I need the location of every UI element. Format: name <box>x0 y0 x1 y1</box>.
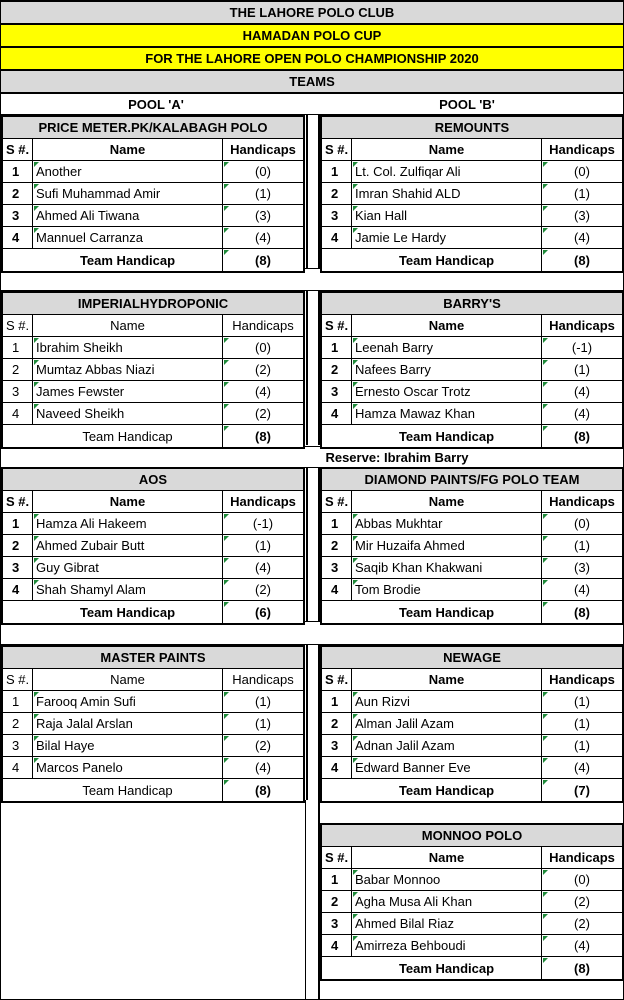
player-row <box>3 337 303 359</box>
name-header: Name <box>33 491 223 512</box>
player-name: Leenah Barry <box>355 340 434 355</box>
player-name: Ernesto Oscar Trotz <box>355 384 471 399</box>
player-handicap: (2) <box>574 894 590 909</box>
player-handicap: (3) <box>574 560 590 575</box>
player-name: Edward Banner Eve <box>355 760 471 775</box>
teams-title-banner <box>0 70 624 93</box>
handicaps-header: Handicaps <box>232 318 294 333</box>
player-handicap: (4) <box>574 230 590 245</box>
player-name: Mannuel Carranza <box>36 230 143 245</box>
player-handicap: (1) <box>574 362 590 377</box>
player-sno: 3 <box>322 557 352 578</box>
handicaps-header: Handicaps <box>549 142 615 157</box>
handicaps-header: Handicaps <box>230 494 296 509</box>
player-row <box>3 757 303 779</box>
player-row <box>322 891 622 913</box>
team-total-row <box>322 249 622 271</box>
player-handicap: (1) <box>574 694 590 709</box>
player-name: Mir Huzaifa Ahmed <box>355 538 465 553</box>
player-handicap: (4) <box>574 582 590 597</box>
column-header-row <box>3 491 303 513</box>
player-handicap: (2) <box>255 582 271 597</box>
team-name: DIAMOND PAINTS/FG POLO TEAM <box>322 469 622 491</box>
team-total-row <box>322 779 622 801</box>
player-row <box>322 535 622 557</box>
player-name: Saqib Khan Khakwani <box>355 560 483 575</box>
handicaps-header: Handicaps <box>230 142 296 157</box>
player-name: Ahmed Ali Tiwana <box>36 208 140 223</box>
player-sno: 2 <box>322 891 352 912</box>
player-sno: 3 <box>322 205 352 226</box>
player-handicap: (0) <box>574 164 590 179</box>
player-name: Marcos Panelo <box>36 760 123 775</box>
team-name: MASTER PAINTS <box>3 647 303 669</box>
player-row <box>322 359 622 381</box>
column-header-row <box>322 315 622 337</box>
team-total-label: Team Handicap <box>33 425 223 447</box>
player-name: Ahmed Bilal Riaz <box>355 916 454 931</box>
player-sno: 1 <box>3 337 33 358</box>
player-sno: 4 <box>322 227 352 248</box>
player-sno: 1 <box>3 513 33 534</box>
player-sno: 3 <box>322 913 352 934</box>
player-row <box>322 557 622 579</box>
player-row <box>3 513 303 535</box>
player-handicap: (4) <box>574 406 590 421</box>
player-row <box>322 513 622 535</box>
player-name: Naveed Sheikh <box>36 406 125 421</box>
handicaps-header: Handicaps <box>549 850 615 865</box>
handicaps-header: Handicaps <box>549 318 615 333</box>
player-row <box>322 381 622 403</box>
player-name: Hamza Ali Hakeem <box>36 516 147 531</box>
player-row <box>3 691 303 713</box>
player-sno: 1 <box>3 691 33 712</box>
player-sno: 4 <box>3 579 33 600</box>
player-row <box>322 227 622 249</box>
player-sno: 1 <box>322 161 352 182</box>
player-handicap: (1) <box>255 694 271 709</box>
player-handicap: (4) <box>574 938 590 953</box>
player-handicap: (0) <box>574 872 590 887</box>
player-sno: 2 <box>322 183 352 204</box>
column-header-row <box>322 669 622 691</box>
team-total-label: Team Handicap <box>352 601 542 623</box>
player-name: Raja Jalal Arslan <box>36 716 133 731</box>
sno-header: S #. <box>322 669 352 690</box>
player-handicap: (4) <box>255 384 271 399</box>
team-total-row <box>322 425 622 447</box>
player-name: Sufi Muhammad Amir <box>36 186 161 201</box>
player-sno: 3 <box>322 381 352 402</box>
player-sno: 4 <box>3 403 33 424</box>
team-total-label: Team Handicap <box>33 601 223 623</box>
player-handicap: (2) <box>255 362 271 377</box>
handicaps-header: Handicaps <box>232 672 294 687</box>
player-name: Another <box>36 164 82 179</box>
championship-title: FOR THE LAHORE OPEN POLO CHAMPIONSHIP 2020 <box>145 51 479 66</box>
column-header-row <box>3 139 303 161</box>
sno-header: S #. <box>3 491 33 512</box>
team-name: IMPERIALHYDROPONIC <box>3 293 303 315</box>
team-total-row <box>3 601 303 623</box>
player-sno: 4 <box>3 227 33 248</box>
player-sno: 3 <box>3 381 33 402</box>
team-total-row <box>322 601 622 623</box>
player-sno: 4 <box>322 403 352 424</box>
sno-header: S #. <box>3 315 33 336</box>
sno-header: S #. <box>3 669 33 690</box>
sno-header: S #. <box>3 139 33 160</box>
team-name: PRICE METER.PK/KALABAGH POLO <box>3 117 303 139</box>
player-sno: 3 <box>322 735 352 756</box>
player-row <box>322 403 622 425</box>
player-handicap: (2) <box>255 738 271 753</box>
player-name: Bilal Haye <box>36 738 95 753</box>
player-sno: 4 <box>3 757 33 778</box>
player-name: Nafees Barry <box>355 362 431 377</box>
pool-headings-row <box>0 93 624 115</box>
player-sno: 4 <box>322 757 352 778</box>
teams-title: TEAMS <box>289 74 335 89</box>
player-name: Kian Hall <box>355 208 408 223</box>
team-total-value: (7) <box>574 782 590 798</box>
player-sno: 2 <box>3 535 33 556</box>
handicaps-header: Handicaps <box>549 672 615 687</box>
name-header: Name <box>352 491 542 512</box>
team-name: MONNOO POLO <box>322 825 622 847</box>
player-handicap: (2) <box>255 406 271 421</box>
player-handicap: (4) <box>574 384 590 399</box>
player-handicap: (1) <box>255 186 271 201</box>
player-sno: 2 <box>322 359 352 380</box>
player-handicap: (-1) <box>252 516 274 531</box>
player-row <box>3 735 303 757</box>
team-total-row <box>3 779 303 801</box>
empty-area <box>0 800 306 1000</box>
player-handicap: (4) <box>255 560 271 575</box>
player-name: Shah Shamyl Alam <box>36 582 146 597</box>
player-handicap: (1) <box>574 716 590 731</box>
player-row <box>3 579 303 601</box>
player-handicap: (4) <box>255 760 271 775</box>
team-total-row <box>322 957 622 979</box>
player-sno: 3 <box>3 205 33 226</box>
player-sno: 2 <box>3 713 33 734</box>
player-sno: 2 <box>322 713 352 734</box>
column-header-row <box>3 315 303 337</box>
team-total-value: (6) <box>255 604 271 620</box>
team-table <box>320 645 624 803</box>
player-row <box>3 183 303 205</box>
player-handicap: (3) <box>255 208 271 223</box>
player-row <box>3 227 303 249</box>
player-row <box>3 535 303 557</box>
team-total-value: (8) <box>574 960 590 976</box>
player-name: James Fewster <box>36 384 125 399</box>
player-row <box>322 935 622 957</box>
player-row <box>3 161 303 183</box>
name-header: Name <box>33 315 223 336</box>
player-sno: 2 <box>3 183 33 204</box>
player-row <box>322 757 622 779</box>
player-name: Farooq Amin Sufi <box>36 694 136 709</box>
sno-header: S #. <box>322 315 352 336</box>
player-sno: 1 <box>322 513 352 534</box>
team-total-label: Team Handicap <box>33 779 223 801</box>
sno-header: S #. <box>322 847 352 868</box>
team-table <box>1 115 305 273</box>
name-header: Name <box>33 139 223 160</box>
player-row <box>322 735 622 757</box>
player-name: Abbas Mukhtar <box>355 516 443 531</box>
cup-title-banner <box>0 24 624 47</box>
player-sno: 1 <box>322 869 352 890</box>
club-title: THE LAHORE POLO CLUB <box>229 5 395 20</box>
team-table <box>1 467 305 625</box>
club-title-banner <box>0 1 624 24</box>
player-row <box>3 713 303 735</box>
team-total-value: (8) <box>574 604 590 620</box>
name-header: Name <box>352 315 542 336</box>
player-name: Ahmed Zubair Butt <box>36 538 145 553</box>
player-name: Imran Shahid ALD <box>355 186 461 201</box>
team-total-label: Team Handicap <box>352 779 542 801</box>
column-header-row <box>322 847 622 869</box>
player-handicap: (0) <box>574 516 590 531</box>
player-sno: 2 <box>3 359 33 380</box>
reserve-row <box>0 446 624 468</box>
player-handicap: (1) <box>255 538 271 553</box>
player-row <box>3 381 303 403</box>
sno-header: S #. <box>322 491 352 512</box>
player-row <box>3 359 303 381</box>
player-name: Lt. Col. Zulfiqar Ali <box>355 164 461 179</box>
player-sno: 4 <box>322 935 352 956</box>
player-row <box>322 579 622 601</box>
player-row <box>322 161 622 183</box>
championship-title-banner <box>0 47 624 70</box>
player-handicap: (4) <box>255 230 271 245</box>
team-total-label: Team Handicap <box>352 425 542 447</box>
player-row <box>322 913 622 935</box>
player-name: Alman Jalil Azam <box>355 716 454 731</box>
column-header-row <box>3 669 303 691</box>
player-handicap: (3) <box>574 208 590 223</box>
player-row <box>322 869 622 891</box>
name-header: Name <box>33 669 223 690</box>
player-name: Agha Musa Ali Khan <box>355 894 473 909</box>
player-sno: 3 <box>3 557 33 578</box>
team-total-label: Team Handicap <box>352 957 542 979</box>
player-name: Jamie Le Hardy <box>355 230 447 245</box>
team-table <box>320 115 624 273</box>
team-name: AOS <box>3 469 303 491</box>
player-name: Amirreza Behboudi <box>355 938 466 953</box>
sno-header: S #. <box>322 139 352 160</box>
player-row <box>3 205 303 227</box>
team-total-row <box>3 425 303 447</box>
player-sno: 1 <box>322 337 352 358</box>
pool-b-heading: POOL 'B' <box>439 96 495 112</box>
pool-a-heading: POOL 'A' <box>128 96 184 112</box>
reserve-label: Reserve: Ibrahim Barry <box>325 449 469 465</box>
team-total-value: (8) <box>574 252 590 268</box>
team-table <box>320 291 624 449</box>
team-total-value: (8) <box>574 428 590 444</box>
team-total-value: (8) <box>255 782 271 798</box>
player-handicap: (4) <box>574 760 590 775</box>
player-row <box>322 337 622 359</box>
player-handicap: (1) <box>574 538 590 553</box>
player-handicap: (1) <box>574 186 590 201</box>
team-name: BARRY'S <box>322 293 622 315</box>
player-row <box>322 205 622 227</box>
team-table <box>1 291 305 449</box>
player-name: Babar Monnoo <box>355 872 441 887</box>
team-total-row <box>3 249 303 271</box>
player-row <box>322 691 622 713</box>
player-sno: 2 <box>322 535 352 556</box>
player-handicap: (0) <box>255 164 271 179</box>
player-name: Ibrahim Sheikh <box>36 340 123 355</box>
team-total-value: (8) <box>255 428 271 444</box>
team-table <box>1 645 305 803</box>
player-row <box>3 403 303 425</box>
player-handicap: (1) <box>574 738 590 753</box>
player-name: Guy Gibrat <box>36 560 99 575</box>
column-header-row <box>322 139 622 161</box>
team-name: NEWAGE <box>322 647 622 669</box>
player-row <box>3 557 303 579</box>
player-row <box>322 183 622 205</box>
player-sno: 3 <box>3 735 33 756</box>
player-name: Hamza Mawaz Khan <box>355 406 475 421</box>
team-total-value: (8) <box>255 252 271 268</box>
column-header-row <box>322 491 622 513</box>
player-row <box>322 713 622 735</box>
team-table <box>320 823 624 981</box>
cup-title: HAMADAN POLO CUP <box>242 28 382 43</box>
team-total-label: Team Handicap <box>33 249 223 271</box>
team-total-label: Team Handicap <box>352 249 542 271</box>
player-handicap: (0) <box>255 340 271 355</box>
team-table <box>320 467 624 625</box>
player-handicap: (1) <box>255 716 271 731</box>
player-handicap: (2) <box>574 916 590 931</box>
handicaps-header: Handicaps <box>549 494 615 509</box>
player-sno: 1 <box>3 161 33 182</box>
player-name: Aun Rizvi <box>355 694 410 709</box>
player-name: Adnan Jalil Azam <box>355 738 455 753</box>
player-sno: 4 <box>322 579 352 600</box>
name-header: Name <box>352 139 542 160</box>
name-header: Name <box>352 847 542 868</box>
player-name: Mumtaz Abbas Niazi <box>36 362 155 377</box>
name-header: Name <box>352 669 542 690</box>
team-name: REMOUNTS <box>322 117 622 139</box>
player-handicap: (-1) <box>571 340 593 355</box>
player-sno: 1 <box>322 691 352 712</box>
player-name: Tom Brodie <box>355 582 421 597</box>
